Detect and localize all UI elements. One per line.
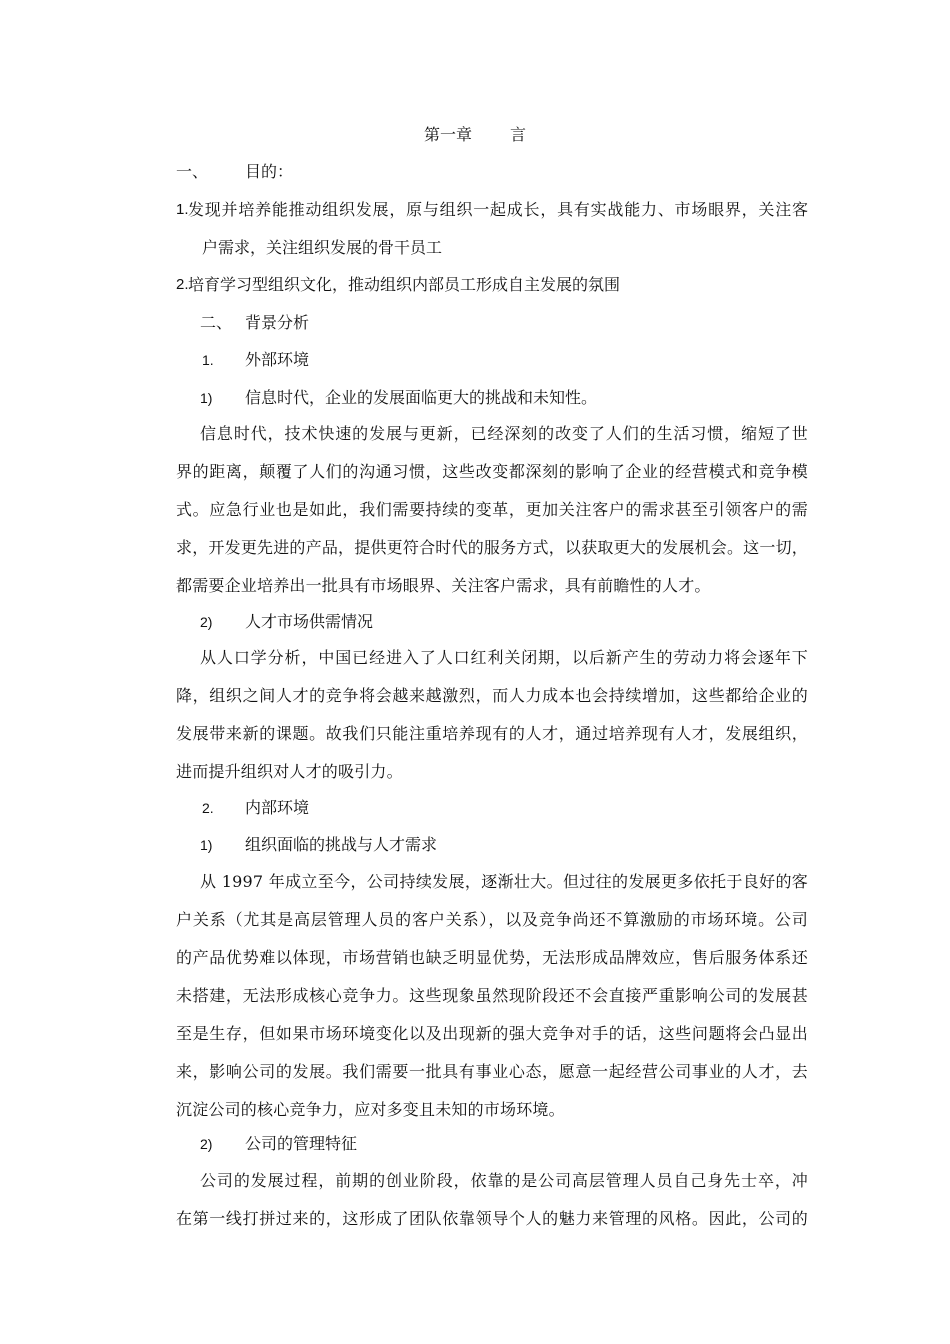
internal-item-2-paragraph (176, 1171, 808, 1247)
goal-2-line-1: 培育学习型组织文化，推动组织内部员工形成自主发展的氛围 (188, 275, 621, 294)
external-number: 1. (202, 352, 214, 368)
paragraph-line: 的产品优势难以体现，市场营销也缺乏明显优势，无法形成品牌效应，售后服务体系还 (176, 948, 808, 967)
paragraph-line: 求，开发更先进的产品，提供更符合时代的服务方式，以获取更大的发展机会。这一切， (176, 538, 808, 557)
external-item-1-title: 信息时代，企业的发展面临更大的挑战和未知性。 (245, 388, 598, 407)
internal-item-1-number: 1) (200, 837, 213, 853)
paragraph-line: 式。应急行业也是如此，我们需要持续的变革，更加关注客户的需求甚至引领客户的需 (176, 500, 808, 519)
paragraph-line: 从人口学分析，中国已经进入了人口红利关闭期，以后新产生的劳动力将会逐年下 (200, 648, 808, 667)
internal-item-1-paragraph (176, 872, 808, 1138)
section1-title: 目的： (245, 162, 294, 181)
paragraph-line: 信息时代，技术快速的发展与更新，已经深刻的改变了人们的生活习惯，缩短了世 (200, 424, 808, 443)
paragraph-line: 发展带来新的课题。故我们只能注重培养现有的人才，通过培养现有人才，发展组织， (176, 724, 808, 743)
goal-1-line-2: 户需求，关注组织发展的骨干员工 (202, 238, 443, 257)
paragraph-line: 沉淀公司的核心竞争力，应对多变且未知的市场环境。 (176, 1100, 565, 1119)
external-title: 外部环境 (245, 350, 310, 369)
paragraph-line: 降，组织之间人才的竞争将会越来越激烈，而人力成本也会持续增加，这些都给企业的 (176, 686, 808, 705)
section1-number: 一、 (176, 162, 209, 181)
internal-item-2-title: 公司的管理特征 (245, 1134, 358, 1153)
chapter-label: 第一章 (423, 125, 472, 144)
paragraph-line: 都需要企业培养出一批具有市场眼界、关注客户需求，具有前瞻性的人才。 (176, 576, 711, 595)
section2-title: 背景分析 (245, 313, 310, 332)
internal-item-1-title: 组织面临的挑战与人才需求 (245, 835, 438, 854)
external-item-2-number: 2) (200, 614, 213, 630)
external-item-2-title: 人才市场供需情况 (245, 612, 374, 631)
paragraph-line: 来，影响公司的发展。我们需要一批具有事业心态，愿意一起经营公司事业的人才，去 (176, 1062, 808, 1081)
paragraph-line: 进而提升组织对人才的吸引力。 (176, 762, 403, 781)
goal-1-number: 1. (176, 201, 189, 218)
goal-1-line-1: 发现并培养能推动组织发展，原与组织一起成长，具有实战能力、市场眼界，关注客 (188, 200, 808, 219)
paragraph-line: 未搭建，无法形成核心竞争力。这些现象虽然现阶段还不会直接严重影响公司的发展甚 (176, 986, 808, 1005)
goal-2-number: 2. (176, 276, 189, 293)
internal-title: 内部环境 (245, 798, 310, 817)
external-item-1-number: 1) (200, 390, 213, 406)
paragraph-line: 户关系（尤其是高层管理人员的客户关系），以及竞争尚还不算激励的市场环境。公司 (176, 910, 808, 929)
paragraph-line: 从 1997 年成立至今，公司持续发展，逐渐壮大。但过往的发展更多依托于良好的客 (200, 872, 808, 891)
external-item-1-paragraph (176, 424, 808, 614)
internal-item-2-number: 2) (200, 1136, 213, 1152)
paragraph-line: 在第一线打拼过来的，这形成了团队依靠领导个人的魅力来管理的风格。因此，公司的 (176, 1209, 808, 1228)
external-item-2-paragraph (176, 648, 808, 800)
chapter-title (0, 124, 950, 146)
paragraph-line: 界的距离，颠覆了人们的沟通习惯，这些改变都深刻的影响了企业的经营模式和竞争模 (176, 462, 808, 481)
paragraph-line: 至是生存，但如果市场环境变化以及出现新的强大竞争对手的话，这些问题将会凸显出 (176, 1024, 808, 1043)
section2-number: 二、 (200, 313, 233, 332)
chapter-title-text: 言 (510, 125, 527, 144)
internal-number: 2. (202, 800, 214, 816)
paragraph-line: 公司的发展过程，前期的创业阶段，依靠的是公司高层管理人员自己身先士卒，冲 (200, 1171, 808, 1190)
